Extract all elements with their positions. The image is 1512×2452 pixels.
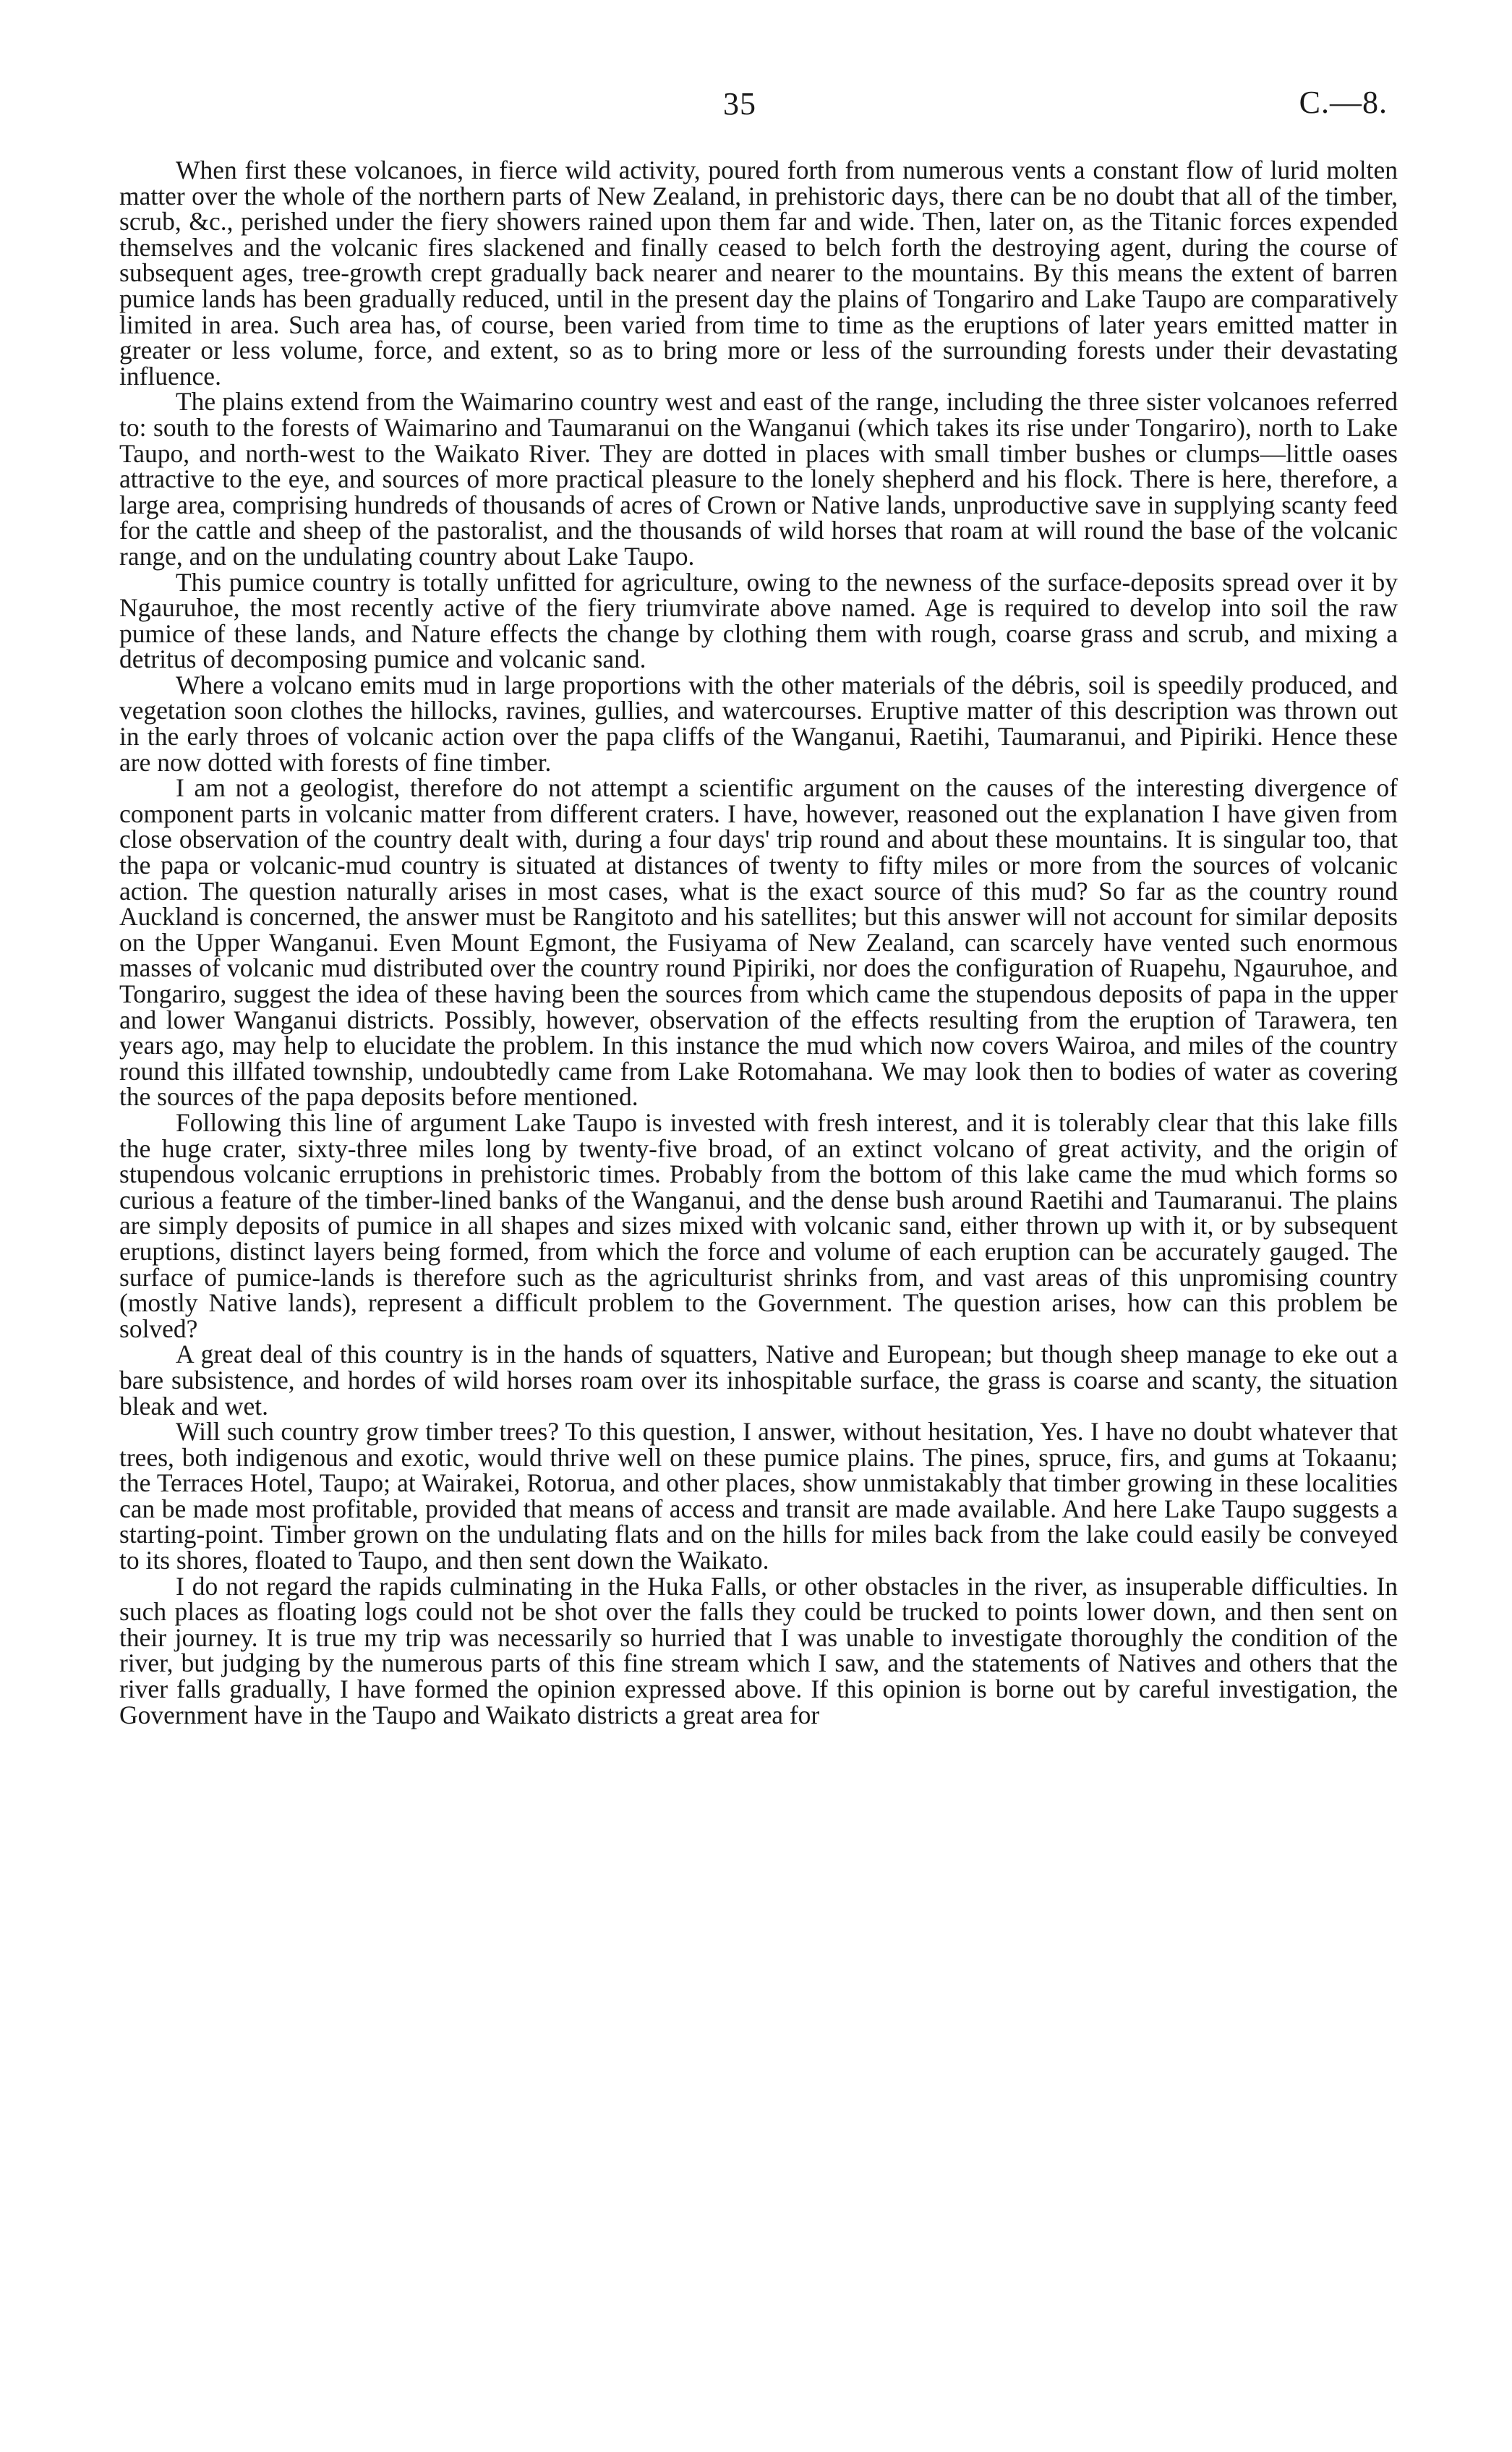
paragraph-timber-trees: Will such country grow timber trees? To this question, I answer, without hesitation, Yes. I have no doubt whatever that trees, both indigenous and exotic, would thrive well on these pumice plains. The pines, spruce, firs, and gums at Tokaanu; the Terraces Hotel, Taupo; at Wairakei, Rotorua, and other places, show unmistakably that timber growing in these localities can be made most profitable, provided that means of access and transit are made available. And here Lake Taupo suggests a starting-point. Timber grown on the undulating flats and on the hills for miles back from the lake could easily be conveyed to its shores, floated to Taupo, and then sent down the Waikato.: [119, 1417, 1398, 1575]
paragraph-lake-taupo: Following this line of argument Lake Taupo is invested with fresh interest, and it is tolerably clear that this lake fills the huge crater, sixty-three miles long by twenty-five broad, of an extinct volcano of great activity, and the origin of stupendous volcanic erruptions in prehistoric times. Probably from the bottom of this lake came the mud which forms so curious a feature of the timber-lined banks of the Wanganui, and the dense bush around Raetihi and Taumaranui. The plains are simply deposits of pumice in all shapes and sizes mixed with volcanic sand, either thrown up with it, or by subsequent eruptions, distinct layers being formed, from which the force and volume of each eruption can be accurately gauged. The surface of pumice-lands is therefore such as the agriculturist shrinks from, and vast areas of this unpromising country (mostly Native lands), represent a difficult problem to the Government. The question arises, how can this problem be solved?: [119, 1107, 1398, 1343]
paragraph-pumice-country: This pumice country is totally unfitted for agriculture, owing to the newness of the surface-deposits spread over it by Ngauruhoe, the most recently active of the fiery triumvirate above named. Age is required to develop into soil the raw pumice of these lands, and Nature effects the change by clothing them with rough, coarse grass and scrub, and mixing a detritus of decomposing pumice and volcanic sand.: [119, 567, 1398, 674]
paragraph-plains-extent: The plains extend from the Waimarino country west and east of the range, including the three sister volcanoes referred to: south to the forests of Waimarino and Taumaranui on the Wanganui (which takes its rise under Tongariro), north to Lake Taupo, and north-west to the Waikato River. They are dotted in places with small timber bushes or clumps—little oases attractive to the eye, and sources of more practical pleasure to the lonely shepherd and his flock. There is here, therefore, a large area, comprising hundreds of thousands of acres of Crown or Native lands, unproductive save in supplying scanty feed for the cattle and sheep of the pastoralist, and the thousands of wild horses that roam at will round the base of the volcanic range, and on the undulating country about Lake Taupo.: [119, 387, 1398, 571]
paragraph-geology: I am not a geologist, therefore do not attempt a scientific argument on the causes of the interesting divergence of component parts in volcanic matter from different craters. I have, however, reasoned out the explanation I have given from close observation of the country dealt with, during a four days' trip round and about these mountains. It is singular too, that the papa or volcanic-mud country is situated at distances of twenty to fifty miles or more from the sources of volcanic action. The question naturally arises in most cases, what is the exact source of this mud? So far as the country round Auckland is concerned, the answer must be Rangitoto and his satellites; but this answer will not account for similar deposits on the Upper Wanganui. Even Mount Egmont, the Fusiyama of New Zealand, can scarcely have vented such enormous masses of volcanic mud distributed over the country round Pipiriki, nor does the configuration of Ruapehu, Ngauruhoe, and Tongariro, suggest the idea of these having been the sources from which came the stupendous deposits of papa in the upper and lower Wanganui districts. Possibly, however, observation of the effects resulting from the eruption of Tarawera, ten years ago, may help to elucidate the problem. In this instance the mud which now covers Wairoa, and miles of the country round this illfated township, undoubtedly came from Lake Rotomahana. We may look then to bodies of water as covering the sources of the papa deposits before mentioned.: [119, 773, 1398, 1112]
paragraph-squatters: A great deal of this country is in the hands of squatters, Native and European; but though sheep manage to eke out a bare subsistence, and hordes of wild horses roam over its inhospitable surface, the grass is coarse and scanty, the situation bleak and wet.: [119, 1340, 1398, 1421]
paragraph-volcanoes: When first these volcanoes, in fierce wild activity, poured forth from numerous vents a constant flow of lurid molten matter over the whole of the northern parts of New Zealand, in prehistoric days, there can be no doubt that all of the timber, scrub, &c., perished under the fiery showers rained upon them far and wide. Then, later on, as the Titanic forces expended themselves and the volcanic fires slackened and finally ceased to belch forth the destroying agent, during the course of subsequent ages, tree-growth crept gradually back nearer and nearer to the mountains. By this means the extent of barren pumice lands has been gradually reduced, until in the present day the plains of Tongariro and Lake Taupo are comparatively limited in area. Such area has, of course, been varied from time to time as the eruptions of later years emitted matter in greater or less volume, force, and extent, so as to bring more or less of the surrounding forests under their devastating influence.: [119, 156, 1398, 391]
document-reference: C.—8.: [1299, 85, 1388, 120]
page-number: 35: [723, 86, 756, 122]
paragraph-volcanic-mud: Where a volcano emits mud in large proportions with the other materials of the débris, soil is speedily produced, and vegetation soon clothes the hillocks, ravines, gullies, and watercourses. Eruptive matter of this description was thrown out in the early throes of volcanic action over the papa cliffs of the Wanganui, Raetihi, Taumaranui, and Pipiriki. Hence these are now dotted with forests of fine timber.: [119, 670, 1398, 777]
body-text: [119, 158, 1398, 1728]
paragraph-huka-falls: I do not regard the rapids culminating in the Huka Falls, or other obstacles in the river, as insuperable difficulties. In such places as floating logs could not be shot over the falls they could be trucked to points lower down, and then sent on their journey. It is true my trip was necessarily so hurried that I was unable to investigate thoroughly the condition of the river, but judging by the numerous parts of this fine stream which I saw, and the statements of Natives and others that the river falls gradually, I have formed the opinion expressed above. If this opinion is borne out by careful investigation, the Government have in the Taupo and Waikato districts a great area for: [119, 1571, 1398, 1729]
